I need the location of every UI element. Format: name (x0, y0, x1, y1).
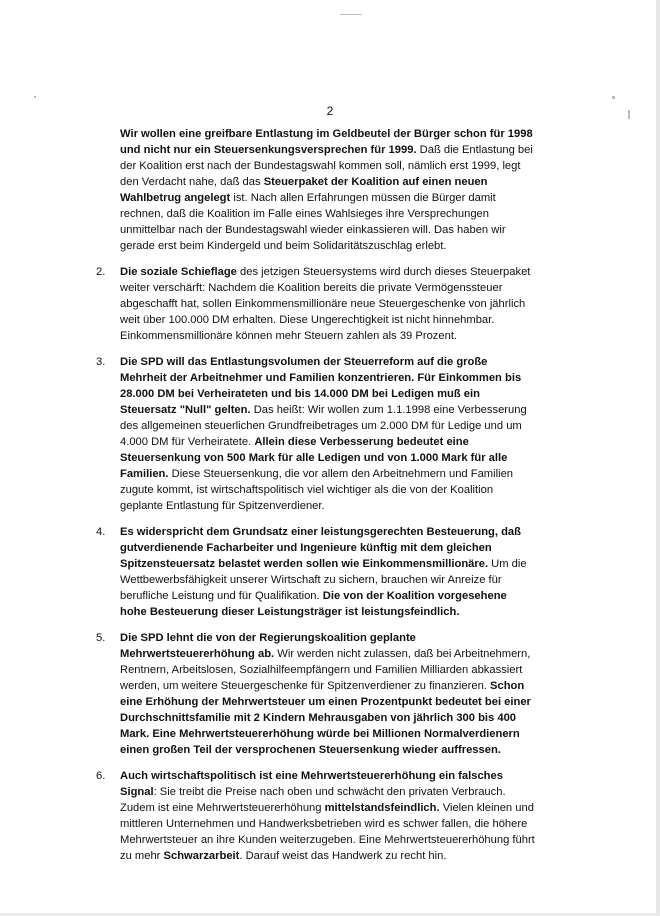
text-run: Wir werden nicht zulassen, daß bei Arbeitnehmern, Rentnern, Arbeitslosen, Sozialhilfeempfängern und Familien Milliarden abkassiert werden, um weitere Steuergeschenke für Spitzenverdiener zu finanzieren. (120, 648, 531, 692)
scan-speck (612, 96, 615, 99)
list-item-text (120, 630, 536, 758)
text-run: Diese Steuersenkung, die vor allem den Arbeitnehmern und Familien zugute kommt, ist wirtschaftspolitisch viel wichtiger als die von der Koalition geplante Entlastung für Spitzenverdiener. (120, 468, 514, 512)
bold-text: Die SPD lehnt die von der Regierungskoalition geplante Mehrwertsteuererhöhung ab. (120, 632, 416, 660)
intro-paragraph (120, 126, 536, 254)
list-item-number: 6. (96, 770, 106, 782)
list-item-number: 2. (96, 266, 106, 278)
bold-text: Steuerpaket der Koalition auf einen neuen Wahlbetrug angelegt (120, 176, 488, 204)
bold-text: Schwarzarbeit (163, 850, 240, 862)
scan-speck (340, 14, 362, 15)
numbered-list (96, 264, 536, 864)
list-item-text (120, 354, 536, 514)
document-body (96, 126, 536, 874)
bold-text: Die SPD will das Entlastungsvolumen der Steuerreform auf die große Mehrheit der Arbeitnehmer und Familien konzentrieren. Für Einkommen bis 28.000 DM bei Verheirateten und bis 14.000 DM bei Ledigen muß ein Steuersatz "Null" gelten. (120, 356, 522, 416)
list-item-text (120, 768, 536, 864)
bold-text: Es widerspricht dem Grundsatz einer leistungsgerechten Besteuerung, daß gutverdienende Facharbeiter und Ingenieure künftig mit dem gleichen Spitzensteuersatz belastet werden sollen wie Einkommensmillionäre. (120, 526, 521, 570)
bold-text: Wir wollen eine greifbare Entlastung im Geldbeutel der Bürger schon für 1998 und nicht nur ein Steuersenkungsversprechen für 1999. (120, 128, 533, 156)
bold-text: mittelstandsfeindlich. (324, 802, 440, 814)
list-item-number: 4. (96, 526, 106, 538)
text-run: Das heißt: Wir wollen zum 1.1.1998 eine Verbesserung des allgemeinen steuerlichen Grundfreibetrages um 2.000 DM für Ledige und um 4.000 DM für Verheiratete. (120, 404, 527, 448)
list-item (96, 354, 536, 514)
text-run: Daß die Entlastung bei der Koalition erst nach der Bundestagswahl kommen soll, nämlich erst 1999, legt den Verdacht nahe, daß das (120, 144, 533, 188)
list-item-text (120, 264, 536, 344)
bold-text: Die soziale Schieflage (120, 266, 237, 278)
list-item (96, 630, 536, 758)
text-run: Vielen kleinen und mittleren Unternehmen und Handwerksbetrieben wird es schwer fallen, die höhere Mehrwertsteuer an ihre Kunden weiterzugeben. Eine Mehrwertsteuererhöhung führt zu mehr (120, 802, 535, 862)
scan-speck (34, 96, 36, 98)
bold-text: Auch wirtschaftspolitisch ist eine Mehrwertsteuererhöhung ein falsches Signal (120, 770, 503, 798)
bold-text: Die von der Koalition vorgesehene hohe Besteuerung dieser Leistungsträger ist leistungsfeindlich. (120, 590, 507, 618)
text-run: Um die Wettbewerbsfähigkeit unserer Wirtschaft zu sichern, brauchen wir Anreize für berufliche Leistung und für Qualifikation. (120, 558, 527, 602)
list-item (96, 768, 536, 864)
list-item (96, 264, 536, 344)
list-item-number: 3. (96, 356, 106, 368)
text-run: des jetzigen Steuersystems wird durch dieses Steuerpaket weiter verschärft: Nachdem die Koalition bereits die private Vermögenssteuer abgeschafft hat, sollen Einkommensmillionäre neue Steuergeschenke von jährlich weit über 100.000 DM erhalten. Diese Ungerechtigkeit ist nicht hinnehmbar. Einkommensmillionäre können mehr Steuern zahlen als 39 Prozent. (120, 266, 531, 342)
list-item-number: 5. (96, 632, 106, 644)
scan-edge-right (656, 0, 660, 916)
text-run: . Darauf weist das Handwerk zu recht hin. (239, 850, 447, 862)
list-item (96, 524, 536, 620)
bold-text: Allein diese Verbesserung bedeutet eine Steuersenkung von 500 Mark für alle Ledigen und von 1.000 Mark für alle Familien. (120, 436, 508, 480)
text-run: : Sie treibt die Preise nach oben und schwächt den privaten Verbrauch. Zudem ist eine Mehrwertsteuererhöhung (120, 786, 506, 814)
page-number: 2 (326, 104, 334, 118)
text-run: ist. Nach allen Erfahrungen müssen die Bürger damit rechnen, daß die Koalition im Falle eines Wahlsieges ihre Versprechungen unmittelbar nach der Bundestagswahl wieder einkassieren will. Das haben wir gerade erst beim Kindergeld und beim Solidaritätszuschlag erlebt. (120, 192, 506, 252)
bold-text: Schon eine Erhöhung der Mehrwertsteuer um einen Prozentpunkt bedeutet bei einer Durchschnittsfamilie mit 2 Kindern Mehrausgaben von jährlich 300 bis 400 Mark. Eine Mehrwertsteuererhöhung würde bei Millionen Normalverdienern einen großen Teil der versprochenen Steuersenkung wieder auffressen. (120, 680, 531, 756)
list-item-text (120, 524, 536, 620)
